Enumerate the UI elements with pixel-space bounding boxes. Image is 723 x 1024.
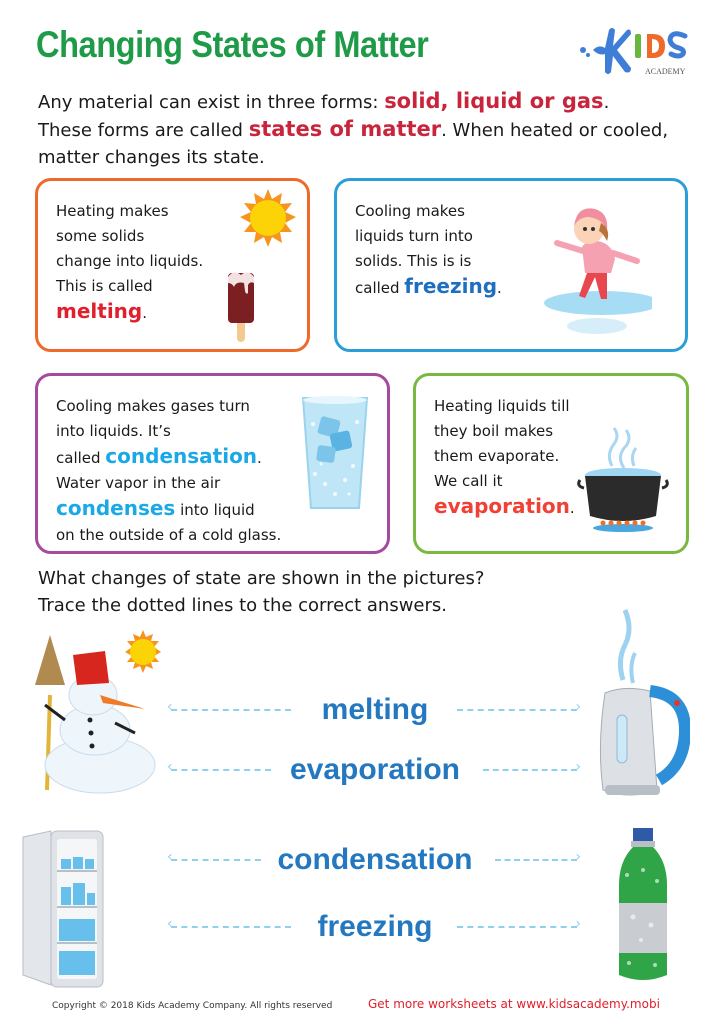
sun-icon [238,189,298,249]
text-line: some solids [56,227,145,245]
intro-text: . When heated or cooled, matter changes its state. [38,120,669,168]
condensation-description: Cooling makes gases turn into liquids. It’s called condensation. Water vapor in the air condenses into liquid on the outside of a cold glass. [56,394,281,548]
answer-melting: melting [321,693,429,726]
text-line: Cooling makes [355,202,465,220]
states-of-matter-highlight: states of matter [248,117,442,141]
logo-icon [575,22,700,80]
exercise-instructions [38,565,688,619]
answer-row-evaporation [165,750,585,790]
condensation-card [35,373,390,554]
answer-freezing: freezing [317,910,433,943]
question-line: Trace the dotted lines to the correct answers. [38,595,448,616]
freezing-description: Cooling makes liquids turn into solids. This is is called freezing. [355,199,502,301]
copyright-notice: Copyright © 2018 Kids Academy Company. All rights reserved [52,1001,333,1011]
page-title: Changing States of Matter [36,24,429,65]
melting-popsicle-icon [226,269,256,349]
text-line: on the outside of a cold glass. [56,526,282,544]
intro-text: Any material can exist in three forms: [38,92,385,113]
text-line: Heating liquids till [434,397,570,415]
cold-glass-icon [301,394,369,512]
text-line: Heating makes [56,202,169,220]
dotted-trace-line-right[interactable] [495,859,577,861]
open-freezer-icon [15,825,105,990]
kids-academy-logo [575,22,700,80]
melting-card [35,178,310,352]
cold-soda-bottle-icon [613,825,673,985]
svg-text:ACADEMY: ACADEMY [645,67,686,76]
freezing-card [334,178,688,352]
text-line: We call it [434,472,503,490]
evaporation-keyword: evaporation [434,494,570,518]
melting-snowman-icon [15,625,165,795]
text-line: into liquid [175,501,255,519]
intro-paragraph [38,88,688,171]
steaming-kettle-icon [595,605,690,805]
answer-row-melting [165,690,585,730]
dotted-trace-line-right[interactable] [457,926,577,928]
condensation-keyword: condensation [105,444,258,468]
text-line: Cooling makes gases turn [56,397,250,415]
text-line: they boil makes [434,422,554,440]
text-line: liquids turn into [355,227,473,245]
dotted-trace-line-right[interactable] [483,769,577,771]
text-line: into liquids. It’s [56,422,171,440]
text-line: Water vapor in the air [56,474,221,492]
freezing-keyword: freezing [404,274,498,298]
melting-description: Heating makes some solids change into liquids. This is called melting. [56,199,203,326]
evaporation-description: Heating liquids till they boil makes them evaporate. We call it evaporation. [434,394,575,521]
text-line: This is called [56,277,153,295]
intro-text: These forms are called [38,120,249,141]
forms-highlight: solid, liquid or gas [384,89,604,113]
text-line: change into liquids. [56,252,204,270]
text-line: called [355,279,405,297]
promo-link[interactable]: Get more worksheets at www.kidsacademy.mobi [368,997,660,1011]
text-line: called [56,449,106,467]
answer-evaporation: evaporation [289,753,461,786]
dotted-trace-line-right[interactable] [457,709,577,711]
evaporation-card [413,373,689,554]
answer-row-condensation [165,840,585,880]
intro-text: . [603,92,610,113]
question-line: What changes of state are shown in the pictures? [38,568,485,589]
condenses-keyword: condenses [56,496,176,520]
boiling-pot-icon [576,426,671,536]
answer-condensation: condensation [277,843,473,876]
text-line: them evaporate. [434,447,560,465]
girl-skating-on-ice-icon [527,191,652,341]
melting-keyword: melting [56,299,143,323]
answer-row-freezing [165,907,585,947]
text-line: solids. This is is [355,252,472,270]
